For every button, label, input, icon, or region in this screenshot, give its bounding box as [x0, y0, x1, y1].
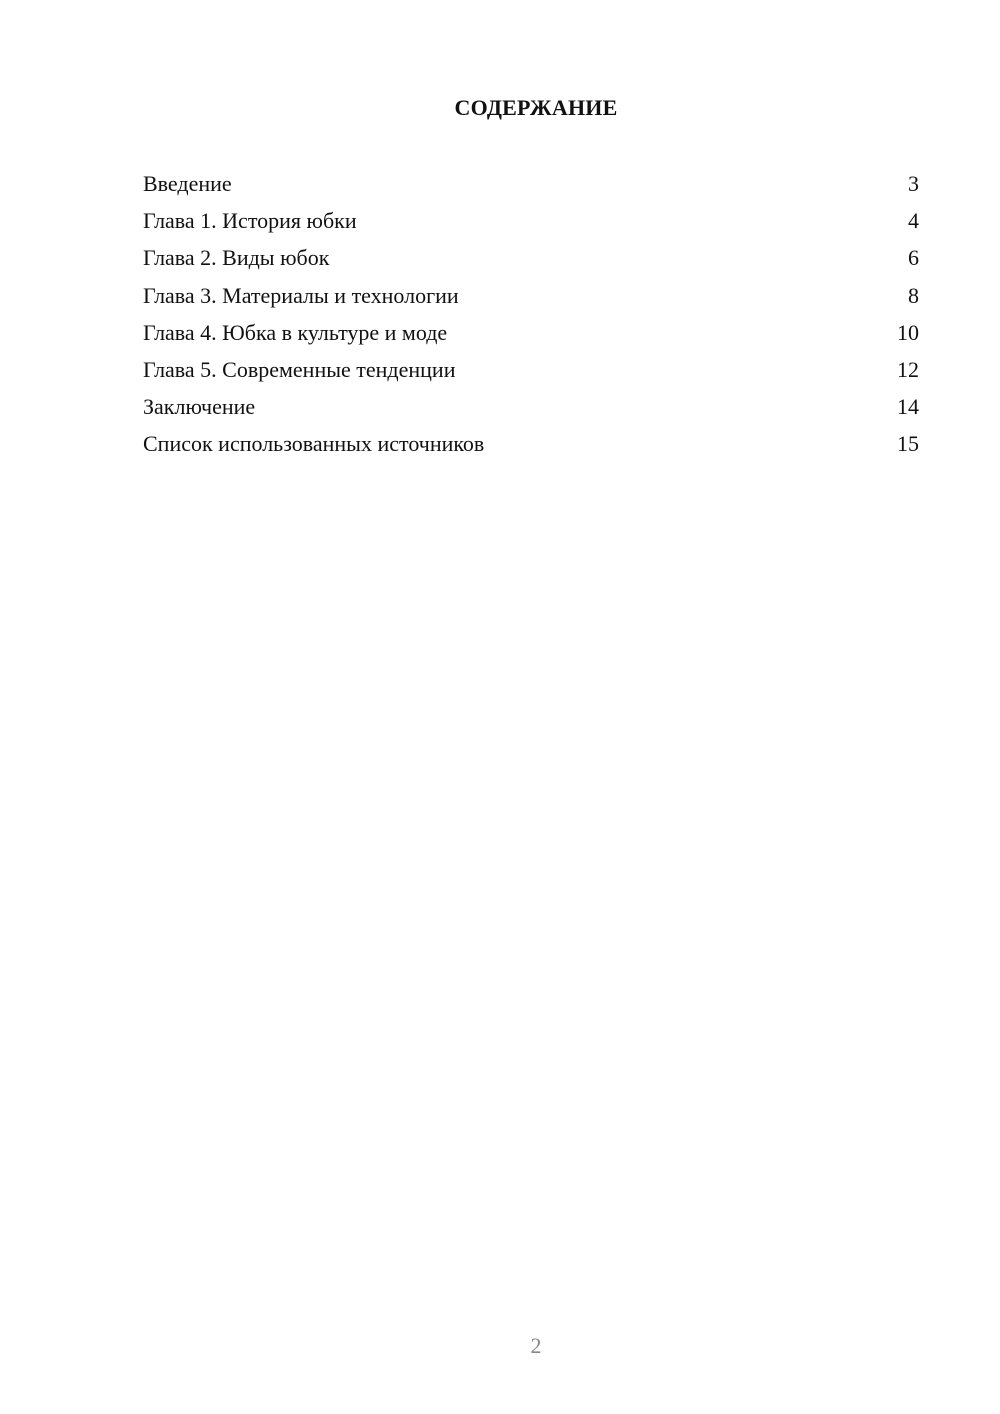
toc-entry-label: Глава 4. Юбка в культуре и моде	[143, 319, 448, 345]
page-number: 2	[530, 1333, 542, 1358]
toc-entry-references[interactable]	[143, 428, 919, 465]
toc-entry-page: 4	[908, 208, 919, 234]
toc-entry-label: Глава 3. Материалы и технологии	[143, 282, 459, 308]
toc-entry-chapter-4[interactable]	[143, 317, 919, 354]
toc-entry-page: 10	[897, 319, 919, 345]
toc-entry-page: 14	[897, 394, 919, 420]
toc-entry-page: 12	[897, 356, 919, 382]
toc-entry-label: Введение	[143, 171, 232, 196]
toc-entry-label: Глава 5. Современные тенденции	[143, 356, 456, 382]
toc-entry-chapter-1[interactable]	[143, 205, 919, 242]
toc-entry-label: Список использованных источников	[143, 431, 485, 457]
toc-entry-page: 6	[908, 245, 919, 271]
toc-entry-chapter-3[interactable]	[143, 280, 919, 317]
toc-entry-label: Глава 1. История юбки	[143, 208, 357, 234]
page-title: СОДЕРЖАНИЕ	[454, 95, 618, 120]
toc-entry-page: 3	[908, 171, 919, 196]
toc-entry-page: 15	[897, 431, 919, 457]
toc-entry-page: 8	[908, 282, 919, 308]
toc-entry-chapter-5[interactable]	[143, 354, 919, 391]
toc-entry-introduction[interactable]	[143, 168, 919, 205]
toc-entry-label: Глава 2. Виды юбок	[143, 245, 330, 271]
toc-entry-chapter-2[interactable]	[143, 242, 919, 279]
toc-entry-conclusion[interactable]	[143, 391, 919, 428]
table-of-contents	[143, 168, 919, 466]
toc-entry-label: Заключение	[143, 394, 256, 420]
